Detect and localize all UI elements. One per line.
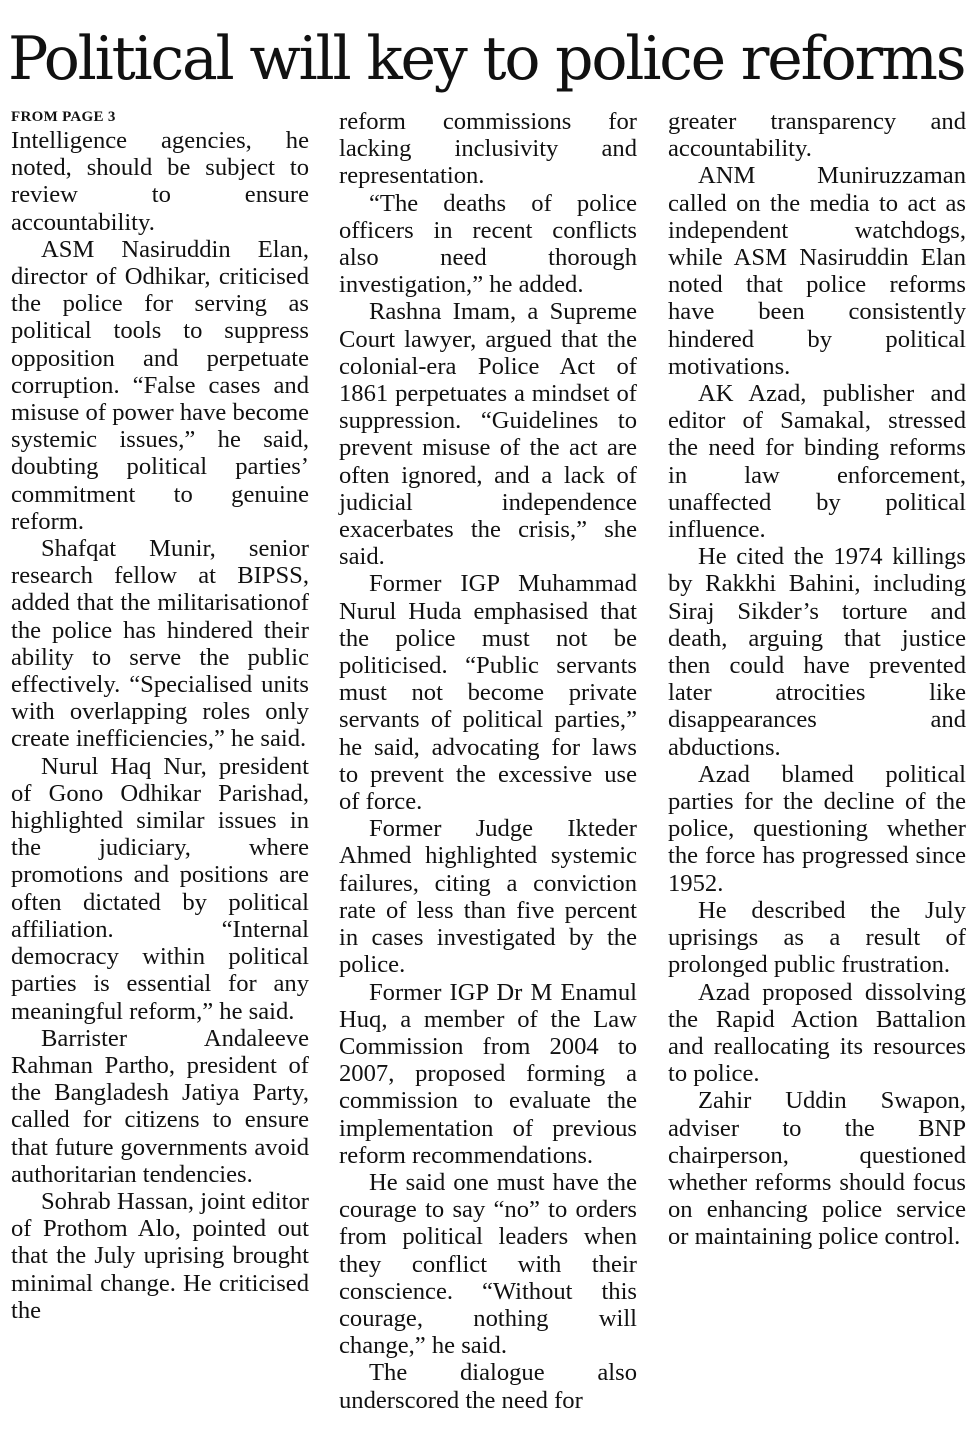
paragraph: AK Azad, publisher and editor of Samakal, stressed the need for binding reforms in law enforcement, unaffected by political influence.: [668, 380, 966, 544]
paragraph: Former Judge Ikteder Ahmed highlighted systemic failures, citing a conviction rate of less than five percent in cases investigated by the police.: [339, 815, 637, 979]
article-column-1: [11, 108, 309, 1324]
paragraph: Nurul Haq Nur, president of Gono Odhikar Parishad, highlighted similar issues in the judiciary, where promotions and positions are often dictated by political affiliation. “Internal democracy within political parties is essential for any meaningful reform,” he said.: [11, 752, 309, 1025]
headline: Political will key to police reforms: [8, 24, 965, 94]
paragraph: Intelligence agencies, he noted, should be subject to review to ensure accountability.: [11, 127, 309, 236]
paragraph: ASM Nasiruddin Elan, director of Odhikar, criticised the police for serving as political tools to suppress opposition and perpetuate corruption. “False cases and misuse of power have become systemic issues,” he said, doubting political parties’ commitment to genuine reform.: [11, 235, 309, 535]
paragraph: reform commissions for lacking inclusivity and representation.: [339, 108, 637, 190]
article-column-2: [339, 108, 637, 1414]
paragraph: Former IGP Muhammad Nurul Huda emphasised that the police must not be politicised. “Public servants must not become private servants of political parties,” he said, advocating for laws to prevent the excessive use of force.: [339, 570, 637, 816]
paragraph: Azad blamed political parties for the decline of the police, questioning whether the force has progressed since 1952.: [668, 760, 966, 897]
paragraph: Rashna Imam, a Supreme Court lawyer, argued that the colonial-era Police Act of 1861 perpetuates a mindset of suppression. “Guidelines to prevent misuse of the act are often ignored, and a lack of judicial independence exacerbates the crisis,” she said.: [339, 298, 637, 571]
paragraph: He said one must have the courage to say “no” to orders from political leaders when they conflict with their conscience. “Without this courage, nothing will change,” he said.: [339, 1168, 637, 1360]
paragraph: He described the July uprisings as a result of prolonged public frustration.: [668, 896, 966, 979]
article-column-3: [668, 108, 966, 1251]
paragraph: Former IGP Dr M Enamul Huq, a member of the Law Commission from 2004 to 2007, proposed forming a commission to evaluate the implementation of previous reform recommendations.: [339, 978, 637, 1169]
paragraph: He cited the 1974 killings by Rakkhi Bahini, including Siraj Sikder’s torture and death, arguing that justice then could have prevented later atrocities like disappearances and abductions.: [668, 543, 966, 761]
paragraph: Shafqat Munir, senior research fellow at BIPSS, added that the militarisationof the police has hindered their ability to serve the public effectively. “Specialised units with overlapping roles only create inefficiencies,” he said.: [11, 535, 309, 753]
paragraph: “The deaths of police officers in recent conflicts also need thorough investigation,” he added.: [339, 189, 637, 299]
paragraph: ANM Muniruzzaman called on the media to act as independent watchdogs, while ASM Nasiruddin Elan noted that police reforms have been consistently hindered by political motivations.: [668, 162, 966, 380]
paragraph: Azad proposed dissolving the Rapid Action Battalion and reallocating its resources to police.: [668, 978, 966, 1088]
paragraph: Barrister Andaleeve Rahman Partho, president of the Bangladesh Jatiya Party, called for citizens to ensure that future governments avoid authoritarian tendencies.: [11, 1024, 309, 1188]
paragraph: greater transparency and accountability.: [668, 108, 966, 163]
continuation-kicker: FROM PAGE 3: [11, 109, 116, 125]
paragraph: Zahir Uddin Swapon, adviser to the BNP chairperson, questioned whether reforms should focus on enhancing police service or maintaining police control.: [668, 1087, 966, 1251]
paragraph: The dialogue also underscored the need for: [339, 1359, 637, 1414]
paragraph: Sohrab Hassan, joint editor of Prothom Alo, pointed out that the July uprising brought minimal change. He criticised the: [11, 1187, 309, 1324]
